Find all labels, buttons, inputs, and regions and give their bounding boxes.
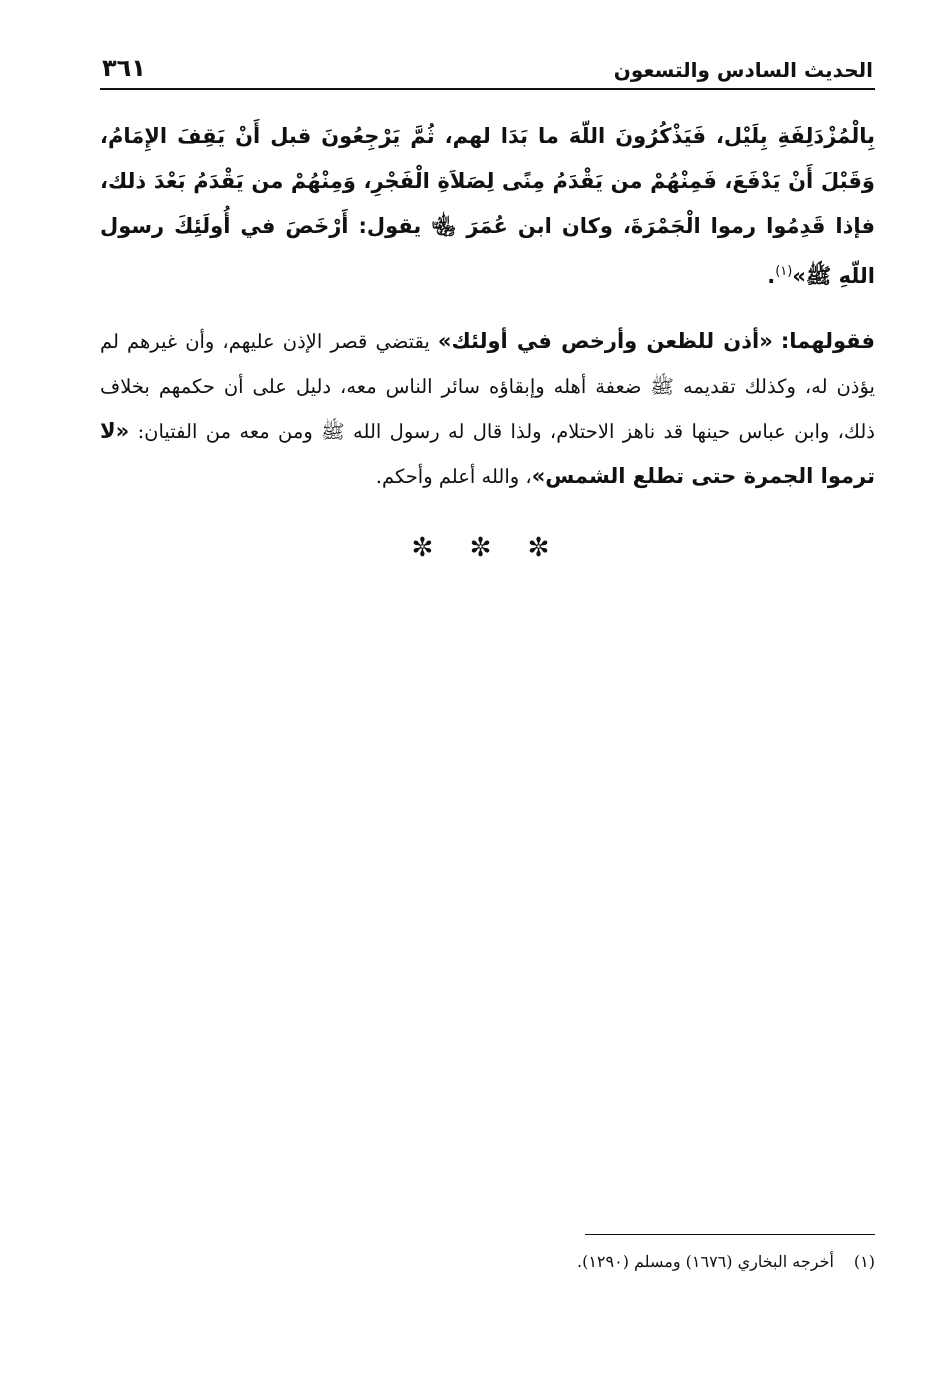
running-header <box>100 50 875 90</box>
commentary-paragraph <box>100 319 875 499</box>
commentary-quote-1: «أذن للظعن وأرخص في أولئك» <box>437 329 773 353</box>
footnote-reference: (١) <box>775 264 793 279</box>
page-body <box>100 114 875 563</box>
paragraph-end-mark: . <box>767 264 776 288</box>
section-separator-ornaments: ✼ ✼ ✼ <box>411 533 564 563</box>
hadith-quote-text: بِالْمُزْدَلِفَةِ بِلَيْل، فَيَذْكُرُونَ اللّهَ ما بَدَا لهم، ثُمَّ يَرْجِعُونَ قبل أَنْ يَقِفَ الإِمَامُ، وَقَبْلَ أَنْ يَدْفَعَ، فَمِنْهُمْ من يَقْدَمُ مِنًى لِصَلاَةِ الْفَجْرِ، وَمِنْهُمْ من يَقْدَمُ بَعْدَ ذلك، فإذا قَدِمُوا رموا الْجَمْرَةَ، وكان ابن عُمَرَ ﵄ يقول: أَرْخَصَ في أُولَئِكَ رسول اللّهِ ﷺ» <box>100 124 875 288</box>
footnote <box>577 1252 875 1271</box>
hadith-quote-paragraph <box>100 114 875 299</box>
commentary-lead-in: فقولهما: <box>780 329 876 353</box>
page-number: ٣٦١ <box>102 54 146 82</box>
commentary-middle-text: يقتضي قصر الإذن عليهم، وأن غيرهم لم يؤذن له، وكذلك تقديمه ﷺ ضعفة أهله وإبقاؤه سائر الناس معه، دليل على أن حكمهم بخلاف ذلك، وابن عباس حينها قد ناهز الاحتلام، ولذا قال له رسول الله ﷺ ومن معه من الفتيان: <box>100 330 875 443</box>
commentary-closing: ، والله أعلم وأحكم. <box>375 465 532 488</box>
chapter-title: الحديث السادس والتسعون <box>613 58 873 82</box>
footnote-marker: (١) <box>853 1252 875 1271</box>
footnote-text: أخرجه البخاري (١٦٧٦) ومسلم (١٢٩٠). <box>577 1252 834 1271</box>
commentary-quote-2: «لا ترموا الجمرة حتى تطلع الشمس» <box>100 419 875 488</box>
footnote-divider <box>585 1234 875 1235</box>
book-page <box>100 50 875 1370</box>
